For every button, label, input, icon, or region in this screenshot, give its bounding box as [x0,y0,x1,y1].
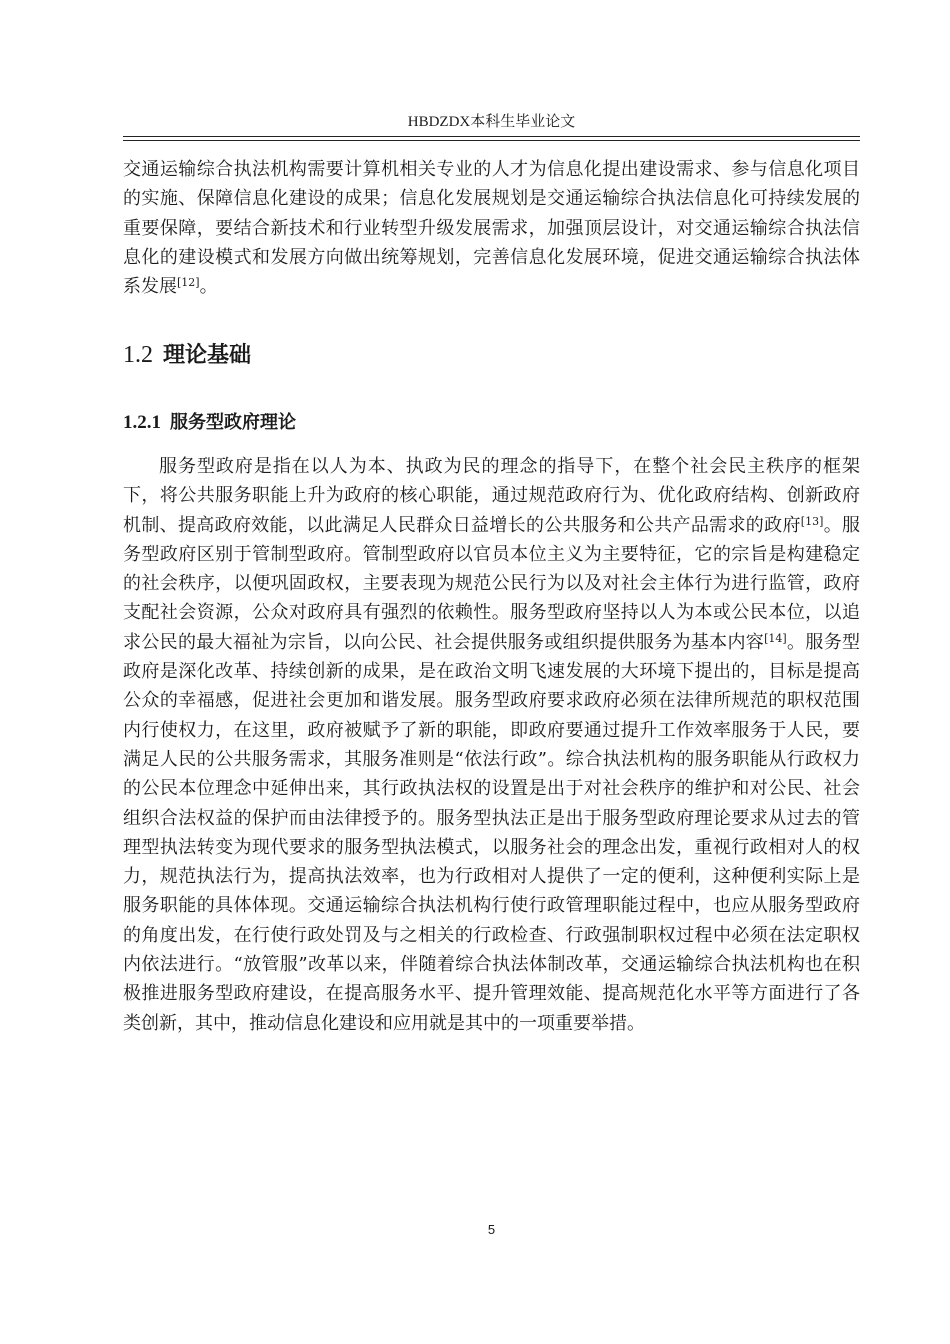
paragraph-text-part1: 服务型政府是指在以人为本、执政为民的理念的指导下，在整个社会民主秩序的框架下，将公共服务职能上升为政府的核心职能，通过规范政府行为、优化政府结构、创新政府机制、提高政府效能，以此满足人民群众日益增长的公共服务和公共产品需求的政府 [123,456,860,536]
section-title: 理论基础 [163,343,252,368]
paragraph-text: 交通运输综合执法机构需要计算机相关专业的人才为信息化提出建设需求、参与信息化项目的实施、保障信息化建设的成果；信息化发展规划是交通运输综合执法信息化可持续发展的重要保障，要结合新技术和行业转型升级发展需求，加强顶层设计，对交通运输综合执法信息化的建设模式和发展方向做出统筹规划，完善信息化发展环境，促进交通运输综合执法体系发展 [123,159,860,298]
citation-12: [12] [177,276,200,290]
section-number: 1.2 [123,342,153,368]
paragraph-text-part3: 。服务型政府是深化改革、持续创新的成果，是在政治文明飞速发展的大环境下提出的，目标是提高公众的幸福感，促进社会更加和谐发展。服务型政府要求政府必须在法律所规范的职权范围内行使权力，在这里，政府被赋予了新的职能，即政府要通过提升工作效率服务于人民，要满足人民的公共服务需求，其服务准则是“依法行政”。综合执法机构的服务职能从行政权力的公民本位理念中延伸出来，其行政执法权的设置是出于对社会秩序的维护和对公民、社会组织合法权益的保护而由法律授予的。服务型执法正是出于服务型政府理论要求从过去的管理型执法转变为现代要求的服务型执法模式，以服务社会的理念出发，重视行政相对人的权力，规范执法行为，提高执法效率，也为行政相对人提供了一定的便利，这种便利实际上是服务职能的具体体现。交通运输综合执法机构行使行政管理职能过程中，也应从服务型政府的角度出发，在行使行政处罚及与之相关的行政检查、行政强制职权过程中必须在法定职权内依法进行。“放管服”改革以来，伴随着综合执法体制改革，交通运输综合执法机构也在积极推进服务型政府建设，在提高服务水平、提升管理效能、提高规范化水平等方面进行了各类创新，其中，推动信息化建设和应用就是其中的一项重要举措。 [123,631,861,1034]
citation-13: [13] [800,514,824,528]
section-heading [123,339,251,371]
page-header: HBDZDX本科生毕业论文 [407,114,576,130]
subsection-heading [123,409,296,436]
header-rule-thin [123,140,860,141]
citation-14: [14] [764,631,787,645]
header-rule-thick [123,136,860,137]
paragraph-end: 。 [199,276,218,298]
paragraph-text-part2: 。服务型政府区别于管制型政府。管制型政府以官员本位主义为主要特征，它的宗旨是构建稳定的社会秩序，以便巩固政权，主要表现为规范公民行为以及对社会主体行为进行监管，政府支配社会资源，公众对政府具有强烈的依赖性。服务型政府坚持以人为本或公民本位，以追求公民的最大福祉为宗旨，以向公民、社会提供服务或组织提供服务为基本内容 [123,514,861,653]
body-paragraph-2 [123,452,860,1038]
subsection-number: 1.2.1 [123,412,161,433]
subsection-title: 服务型政府理论 [170,412,296,433]
page-number: 5 [487,1222,496,1237]
body-paragraph-1 [123,155,860,301]
